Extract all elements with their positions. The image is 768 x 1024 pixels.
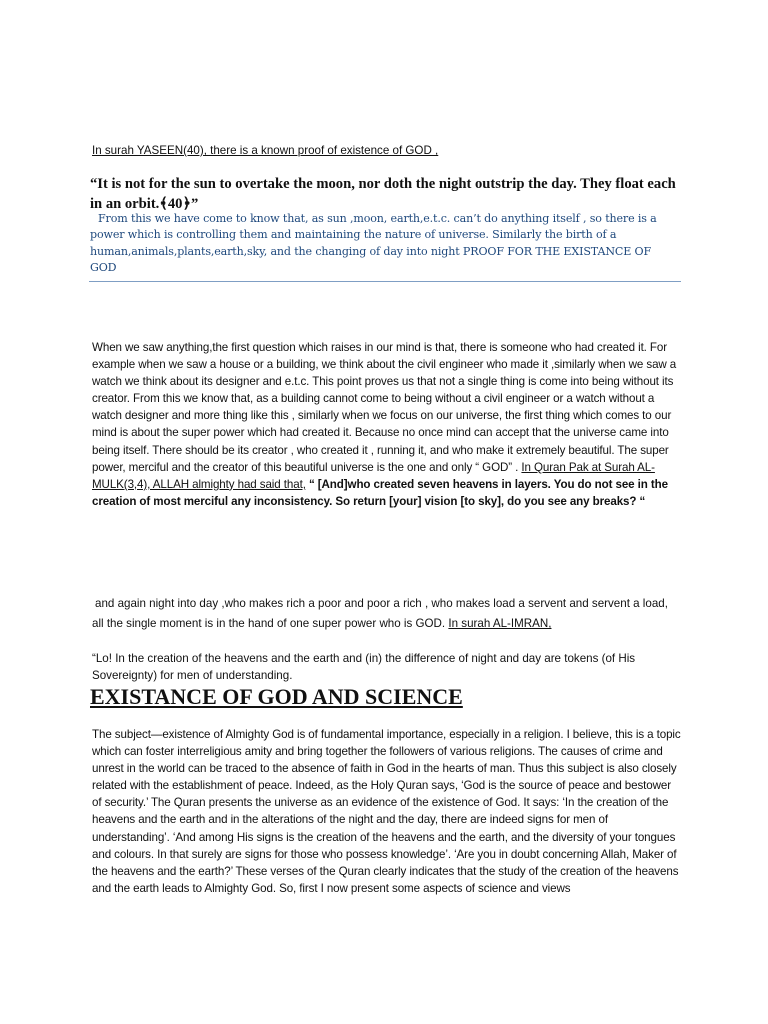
horizontal-rule: [89, 281, 681, 282]
section-heading: EXISTANCE OF GOD AND SCIENCE: [90, 684, 463, 709]
night-day-paragraph-body: and again night into day ,who makes rich a poor and poor a rich , who makes load a servent and servent a load, all the single moment is in the hand of one super power who is GOD.: [92, 597, 668, 630]
creator-paragraph-body: When we saw anything,the first question which raises in our mind is that, there is someone who had created it. For example when we saw a house or a building, we think about the civil engineer who made it ,similarly when we saw a watch we think about its designer and e.t.c. This point proves us that not a single thing is come into being without its creator. From this we know that, as a building cannot come to being without a civil engineer or a watch without a watch designer and more thing like this , similarly when we focus on our universe, the first thing which comes to our mind is about the super power which had created it. Because no once mind can accept that the universe came into being itself. There should be its creator , who created it , running it, and who make it extremely beautiful. The super power, merciful and the creator of this beautiful universe is the one and only “ GOD” .: [92, 341, 677, 474]
proof-paragraph: From this we have come to know that, as sun ,moon, earth,e.t.c. can’t do anything itself , so there is a power which is controlling them and maintaining the nature of universe. Similarly the birth of a human,animals,plants,earth,sky, and the changing of day into night PROOF FOR THE EXISTANCE OF GOD: [90, 212, 657, 274]
night-day-paragraph: [92, 594, 682, 634]
al-mulk-reference: In Quran Pak at Surah AL-MULK(3,4), ALLAH almighty had said that,: [92, 460, 655, 491]
intro-line: In surah YASEEN(40), there is a known proof of existence of GOD ,: [92, 144, 439, 157]
science-paragraph: The subject—existence of Almighty God is of fundamental importance, especially in a religion. I believe, this is a topic which can foster interreligious amity and bring together the followers of various religions. The causes of crime and unrest in the world can be traced to the absence of faith in God in the hearts of man. Thus this subject is also closely related with the establishment of peace. Indeed, as the Holy Quran says, ‘God is the source of peace and bestower of security.’ The Quran presents the universe as an evidence of the existence of God. It says: ‘In the creation of the heavens and the earth and in the alterations of the night and the day, there are indeed signs for men of understanding’. ‘And among His signs is the creation of the heavens and the earth, and the diversity of your tongues and colours. In that surely are signs for those who possess knowledge’. ‘Are you in doubt concerning Allah, Maker of the heavens and the earth?’ These verses of the Quran clearly indicates that the study of the creation of the heavens and the earth leads to Almighty God. So, first I now present some aspects of science and views: [92, 728, 681, 895]
al-imran-reference: In surah AL-IMRAN,: [448, 617, 552, 630]
al-imran-quote: “Lo! In the creation of the heavens and the earth and (in) the difference of night and day are tokens (of His Sovereignty) for men of understanding.: [92, 652, 636, 682]
al-mulk-quote: “ [And]who created seven heavens in layers. You do not see in the creation of most merciful any inconsistency. So return [your] vision [to sky], do you see any breaks? “: [92, 477, 668, 508]
yaseen-quote: “It is not for the sun to overtake the moon, nor doth the night outstrip the day. They float each in an orbit.﴾40﴿”: [90, 176, 676, 212]
creator-paragraph: [92, 339, 677, 510]
